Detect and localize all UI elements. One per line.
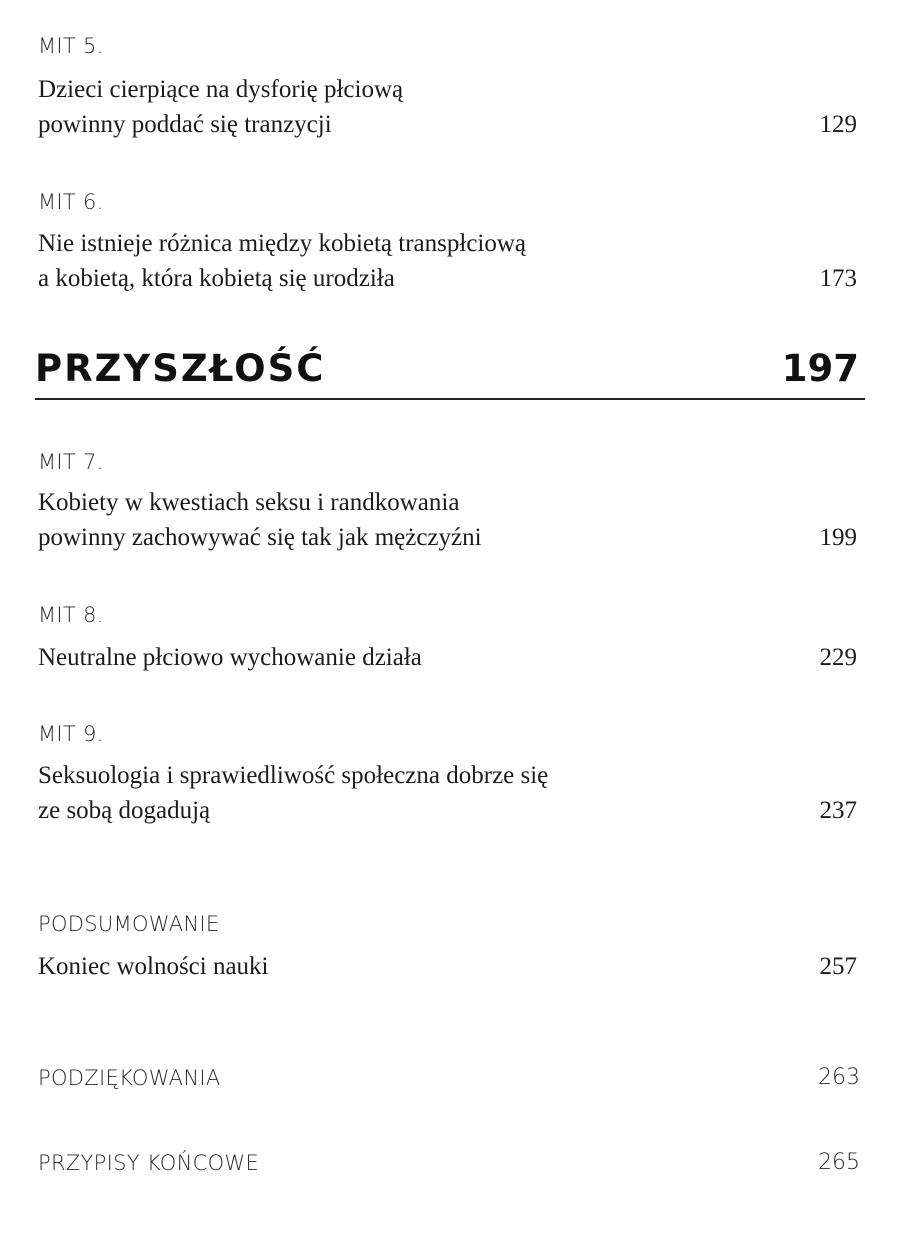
toc-title-line: Kobiety w kwestiach seksu i randkowania bbox=[38, 489, 460, 516]
toc-title-mit-9 bbox=[38, 758, 548, 828]
toc-label-mit-8: MIT 8. bbox=[38, 603, 104, 627]
toc-label-mit-7: MIT 7. bbox=[38, 450, 104, 474]
toc-label-mit-6: MIT 6. bbox=[38, 190, 104, 214]
toc-page-summary: 257 bbox=[819, 953, 857, 980]
toc-title-line: Dzieci cierpiące na dysforię płciową bbox=[38, 76, 404, 103]
toc-page-endnotes: 265 bbox=[818, 1150, 860, 1175]
toc-label-summary: PODSUMOWANIE bbox=[38, 912, 220, 936]
toc-label-mit-5: MIT 5. bbox=[38, 34, 104, 58]
toc-title-line: ze sobą dogadują bbox=[38, 797, 211, 824]
section-title: PRZYSZŁOŚĆ bbox=[35, 347, 326, 390]
toc-title-line: powinny zachowywać się tak jak mężczyźni bbox=[38, 524, 482, 551]
toc-page-mit-8: 229 bbox=[819, 644, 857, 671]
toc-title-mit-6 bbox=[38, 226, 526, 296]
toc-label-acknowledgements: PODZIĘKOWANIA bbox=[38, 1066, 221, 1090]
toc-title-line: Neutralne płciowo wychowanie działa bbox=[38, 644, 422, 671]
toc-title-line: powinny poddać się tranzycji bbox=[38, 111, 332, 138]
toc-page-acknowledgements: 263 bbox=[818, 1065, 860, 1090]
section-page-number: 197 bbox=[781, 347, 859, 390]
toc-page-mit-7: 199 bbox=[819, 524, 857, 551]
toc-title-line: Koniec wolności nauki bbox=[38, 953, 269, 980]
section-divider bbox=[35, 398, 865, 400]
toc-title-mit-7 bbox=[38, 485, 482, 555]
toc-title-mit-5 bbox=[38, 72, 403, 142]
toc-title-mit-8 bbox=[38, 640, 422, 675]
toc-page-mit-9: 237 bbox=[819, 797, 857, 824]
toc-title-line: Seksuologia i sprawiedliwość społeczna dobrze się bbox=[38, 762, 549, 789]
toc-title-summary bbox=[38, 949, 269, 984]
toc-label-endnotes: PRZYPISY KOŃCOWE bbox=[38, 1151, 260, 1175]
toc-page-mit-6: 173 bbox=[819, 265, 857, 292]
toc-title-line: Nie istnieje różnica między kobietą transpłciową bbox=[38, 230, 527, 257]
toc-title-line: a kobietą, która kobietą się urodziła bbox=[38, 265, 395, 292]
toc-label-mit-9: MIT 9. bbox=[38, 722, 104, 746]
toc-page-mit-5: 129 bbox=[819, 111, 857, 138]
